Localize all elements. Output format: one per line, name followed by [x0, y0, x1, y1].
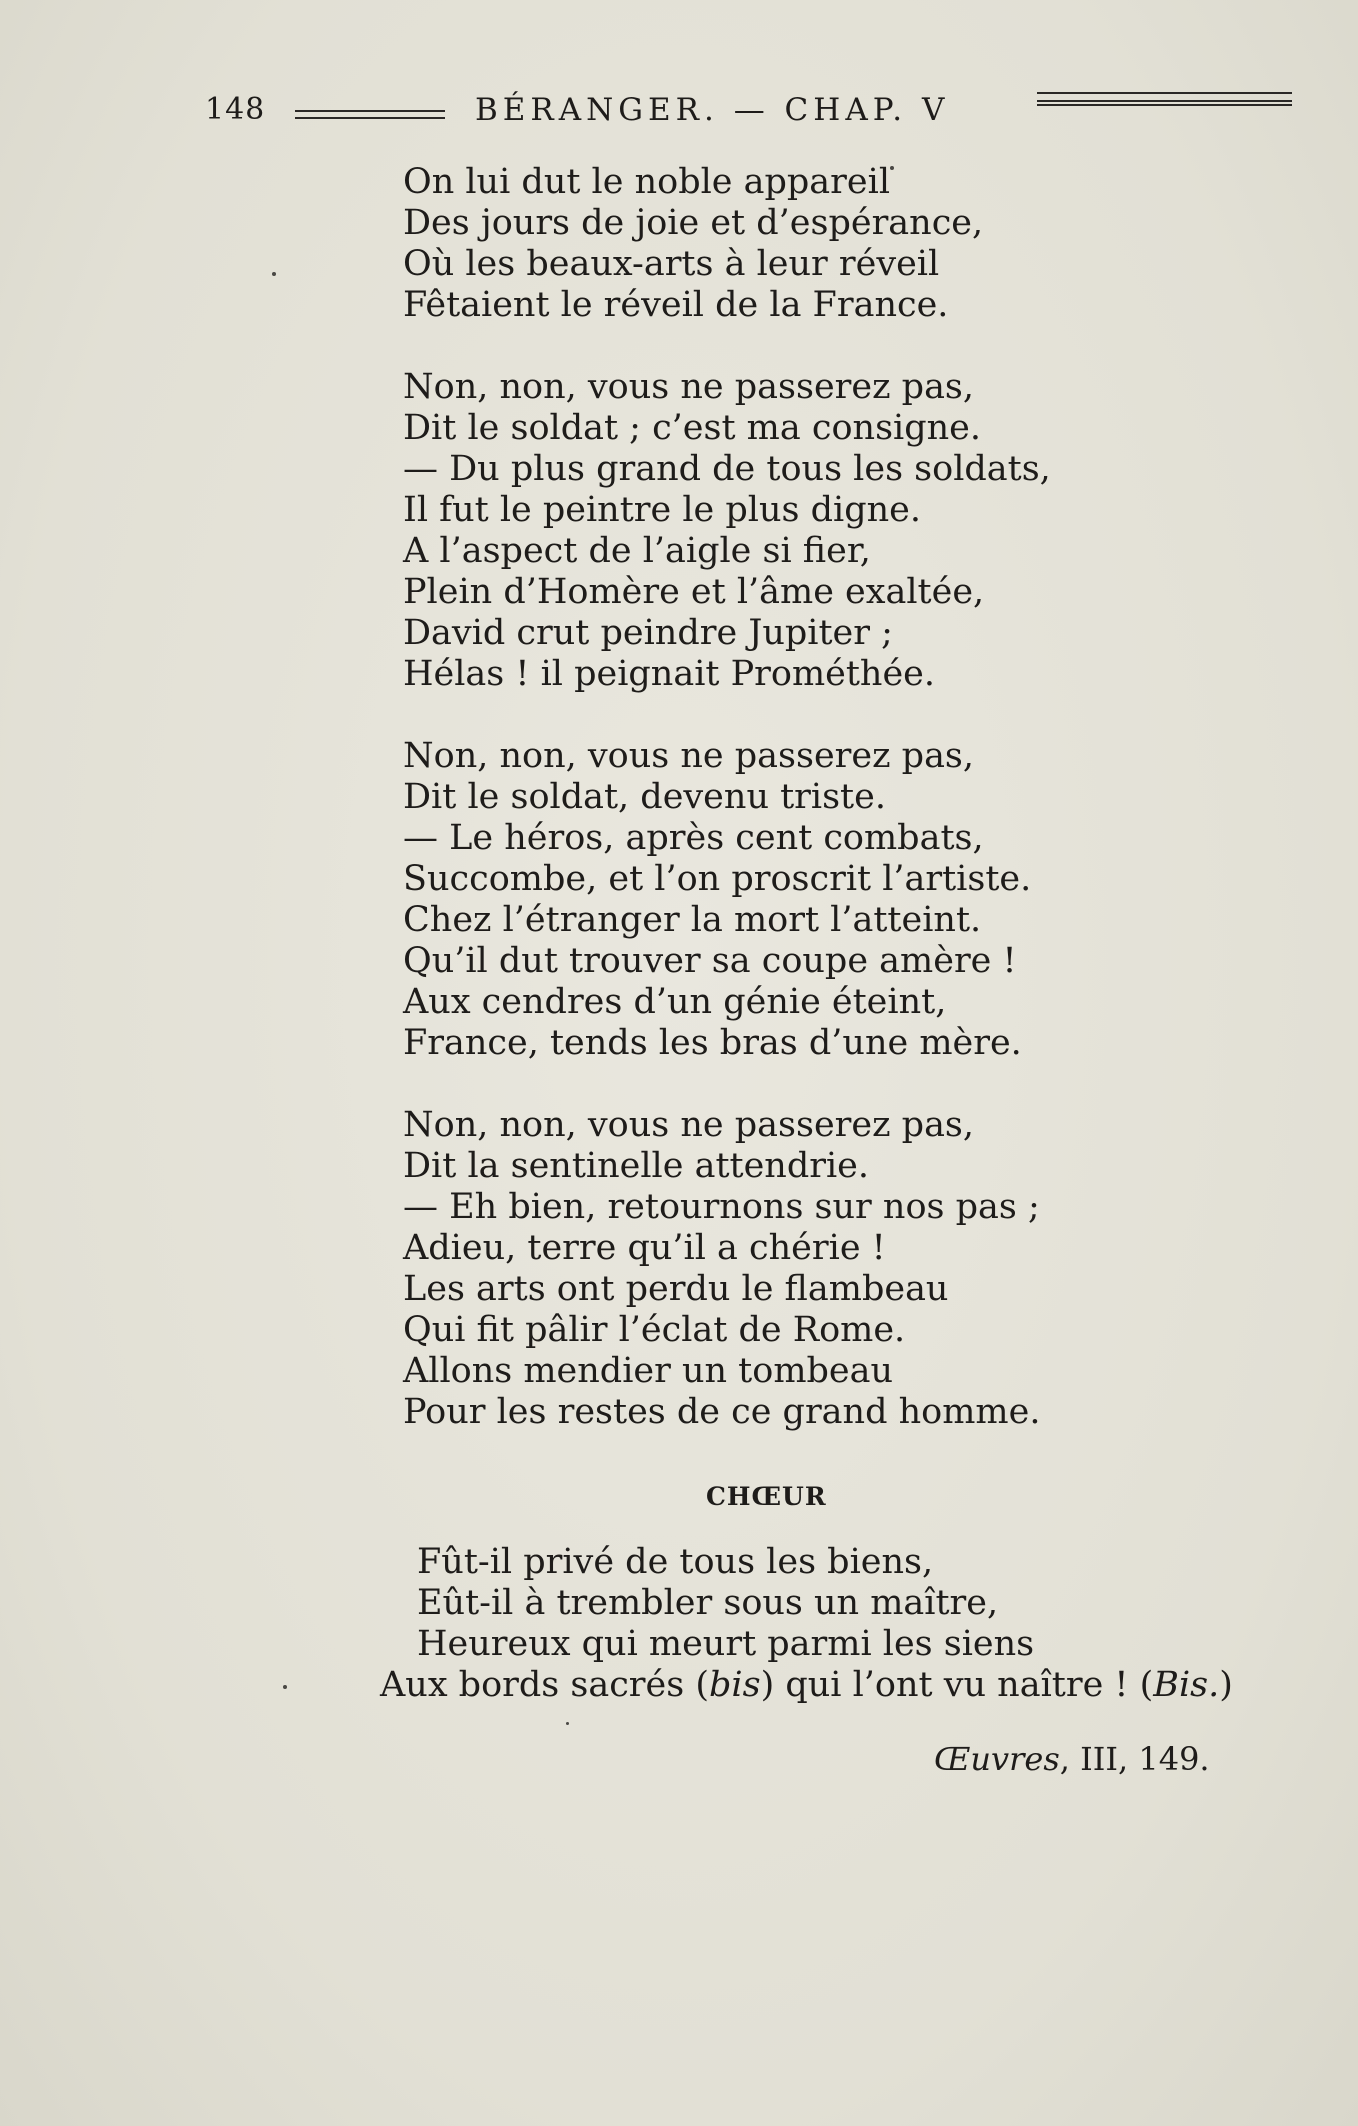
verse-line: Les arts ont perdu le flambeau	[403, 1269, 949, 1309]
paper-speck	[272, 272, 276, 276]
chorus-last-line-text: Aux bords sacrés (	[380, 1665, 709, 1705]
chorus-last-line-text: ) qui l’ont vu naître ! (	[760, 1665, 1154, 1705]
chorus-line: Heureux qui meurt parmi les siens	[417, 1624, 1035, 1664]
stanza-3	[403, 736, 1103, 1064]
header-rule-left	[295, 110, 445, 119]
chorus-line: Eût-il à trembler sous un maître,	[417, 1583, 999, 1623]
poem-body	[403, 162, 1103, 1474]
header-rule-right	[1037, 92, 1292, 106]
verse-line: Qui fit pâlir l’éclat de Rome.	[403, 1310, 906, 1350]
paper-speck	[890, 166, 894, 170]
verse-line: Où les beaux-arts à leur réveil	[403, 244, 940, 284]
verse-line: Dit la sentinelle attendrie.	[403, 1146, 870, 1186]
verse-line: Succombe, et l’on proscrit l’artiste.	[403, 859, 1032, 899]
bis-end: Bis.	[1153, 1665, 1220, 1705]
verse-line: On lui dut le noble appareil	[403, 162, 891, 202]
verse-line: Dit le soldat, devenu triste.	[403, 777, 886, 817]
verse-line: — Eh bien, retournons sur nos pas ;	[403, 1187, 1040, 1227]
stanza-4	[403, 1105, 1103, 1433]
source-reference: , III, 149.	[1059, 1740, 1210, 1778]
verse-line: Adieu, terre qu’il a chérie !	[403, 1228, 886, 1268]
page-number: 148	[205, 92, 266, 127]
chorus-heading: CHŒUR	[706, 1482, 827, 1511]
verse-line: Non, non, vous ne passerez pas,	[403, 367, 975, 407]
paper-speck	[566, 1722, 569, 1725]
verse-line: Aux cendres d’un génie éteint,	[403, 982, 947, 1022]
verse-line: A l’aspect de l’aigle si fier,	[403, 531, 871, 571]
stanza-1	[403, 162, 1103, 326]
stanza-2	[403, 367, 1103, 695]
verse-line: — Du plus grand de tous les soldats,	[403, 449, 1051, 489]
source-work: Œuvres	[934, 1740, 1060, 1778]
verse-line: Des jours de joie et d’espérance,	[403, 203, 984, 243]
verse-line: Pour les restes de ce grand homme.	[403, 1392, 1041, 1432]
verse-line: — Le héros, après cent combats,	[403, 818, 984, 858]
verse-line: Chez l’étranger la mort l’atteint.	[403, 900, 982, 940]
chorus-stanza	[380, 1542, 1280, 1706]
verse-line: Allons mendier un tombeau	[403, 1351, 894, 1391]
bis-inline: bis	[709, 1665, 761, 1705]
verse-line: Non, non, vous ne passerez pas,	[403, 1105, 975, 1145]
verse-line: Fêtaient le réveil de la France.	[403, 285, 949, 325]
source-citation	[934, 1740, 1210, 1778]
paper-speck	[283, 1685, 287, 1689]
chorus-last-line	[380, 1665, 1280, 1706]
chorus-last-line-text: )	[1219, 1665, 1233, 1705]
verse-line: Il fut le peintre le plus digne.	[403, 490, 921, 530]
verse-line: Qu’il dut trouver sa coupe amère !	[403, 941, 1017, 981]
running-title: BÉRANGER. — CHAP. V	[475, 92, 950, 128]
chorus-line: Fût-il privé de tous les biens,	[417, 1542, 934, 1582]
verse-line: Hélas ! il peignait Prométhée.	[403, 654, 936, 694]
verse-line: France, tends les bras d’une mère.	[403, 1023, 1022, 1063]
verse-line: David crut peindre Jupiter ;	[403, 613, 893, 653]
verse-line: Plein d’Homère et l’âme exaltée,	[403, 572, 985, 612]
page-header	[205, 88, 1285, 136]
verse-line: Non, non, vous ne passerez pas,	[403, 736, 975, 776]
verse-line: Dit le soldat ; c’est ma consigne.	[403, 408, 982, 448]
